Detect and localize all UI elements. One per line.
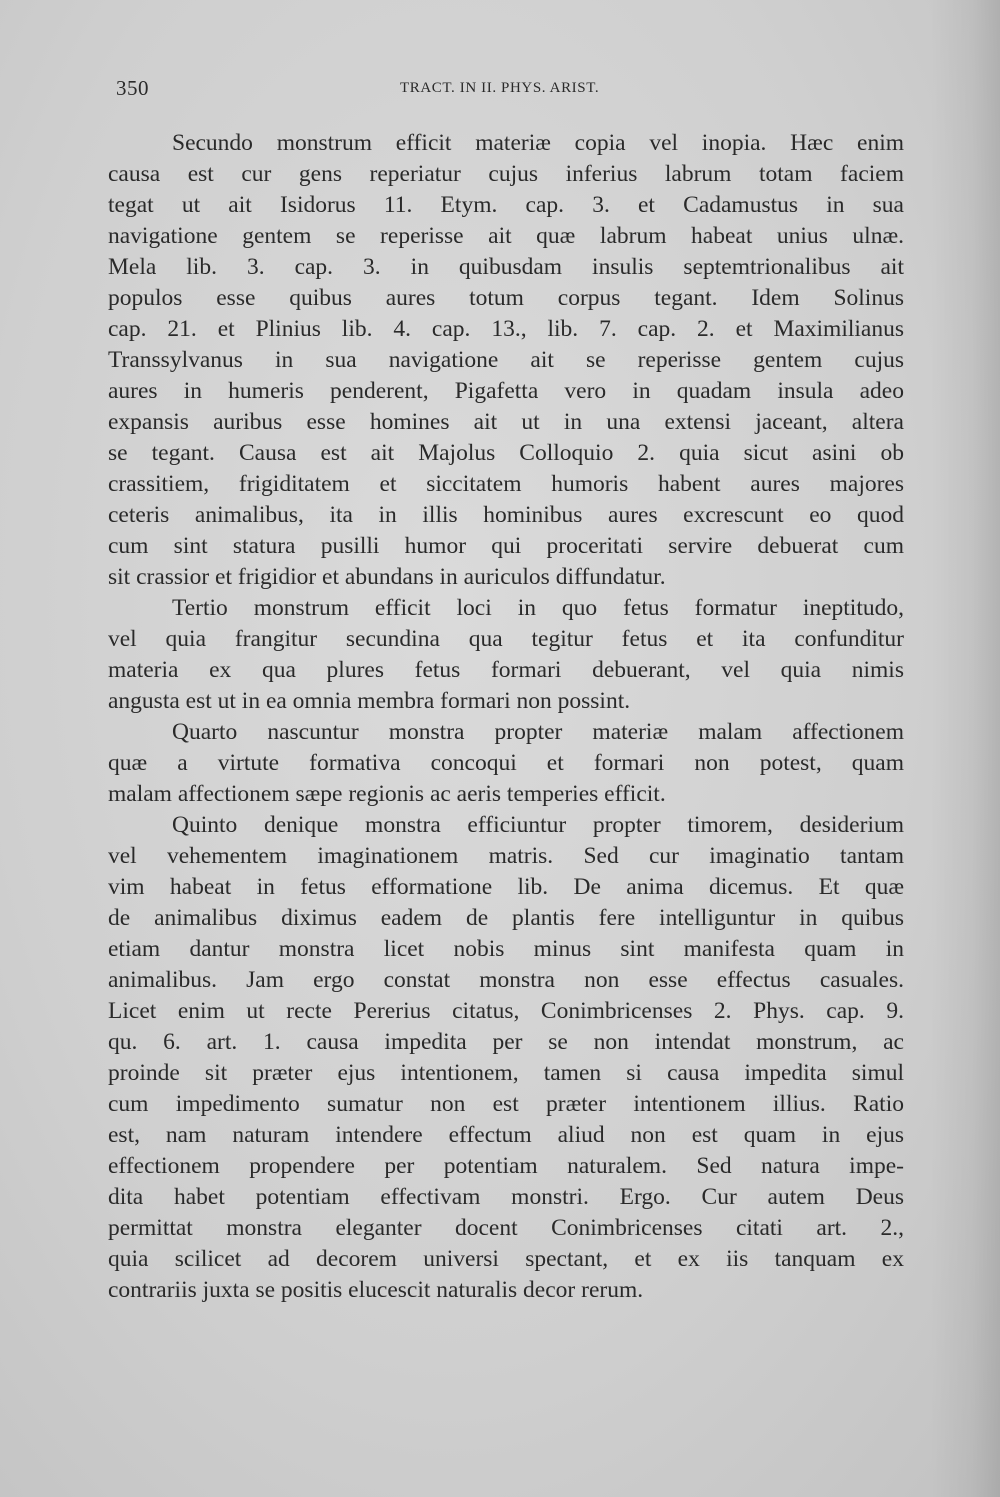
text-line: qu. 6. art. 1. causa impedita per se non intendat monstrum, ac xyxy=(108,1029,904,1055)
running-head: TRACT. IN II. PHYS. ARIST. xyxy=(400,80,600,96)
page-header xyxy=(116,76,896,106)
text-line: de animalibus diximus eadem de plantis fere intelliguntur in quibus xyxy=(108,905,904,931)
text-line: Licet enim ut recte Pererius citatus, Conimbricenses 2. Phys. cap. 9. xyxy=(108,998,904,1024)
text-line: aures in humeris penderent, Pigafetta vero in quadam insula adeo xyxy=(108,378,904,404)
page-number: 350 xyxy=(116,76,149,100)
text-line: animalibus. Jam ergo constat monstra non esse effectus casuales. xyxy=(108,967,904,993)
text-line: cum sint statura pusilli humor qui proceritati servire debuerat cum xyxy=(108,533,904,559)
text-line: dita habet potentiam effectivam monstri. Ergo. Cur autem Deus xyxy=(108,1184,904,1210)
text-line: cum impedimento sumatur non est præter intentionem illius. Ratio xyxy=(108,1091,904,1117)
body-text xyxy=(108,128,904,1306)
text-line: Quinto denique monstra efficiuntur propter timorem, desiderium xyxy=(172,812,904,838)
text-line: malam affectionem sæpe regionis ac aeris temperies efficit. xyxy=(108,781,666,807)
text-line: effectionem propendere per potentiam naturalem. Sed natura impe- xyxy=(108,1153,904,1179)
text-line: sit crassior et frigidior et abundans in auriculos diffundatur. xyxy=(108,564,666,590)
text-line: angusta est ut in ea omnia membra formari non possint. xyxy=(108,688,631,714)
text-line: ceteris animalibus, ita in illis hominibus aures excrescunt eo quod xyxy=(108,502,904,528)
text-line: proinde sit præter ejus intentionem, tamen si causa impedita simul xyxy=(108,1060,904,1086)
text-line: vel quia frangitur secundina qua tegitur fetus et ita confunditur xyxy=(108,626,904,652)
text-line: crassitiem, frigiditatem et siccitatem humoris habent aures majores xyxy=(108,471,904,497)
text-line: navigatione gentem se reperisse ait quæ labrum habeat unius ulnæ. xyxy=(108,223,904,249)
text-line: Tertio monstrum efficit loci in quo fetus formatur ineptitudo, xyxy=(172,595,904,621)
text-line: se tegant. Causa est ait Majolus Colloquio 2. quia sicut asini ob xyxy=(108,440,904,466)
text-line: permittat monstra eleganter docent Conimbricenses citati art. 2., xyxy=(108,1215,904,1241)
text-line: causa est cur gens reperiatur cujus inferius labrum totam faciem xyxy=(108,161,904,187)
text-line: etiam dantur monstra licet nobis minus sint manifesta quam in xyxy=(108,936,904,962)
text-line: materia ex qua plures fetus formari debuerant, vel quia nimis xyxy=(108,657,904,683)
text-line: populos esse quibus aures totum corpus tegant. Idem Solinus xyxy=(108,285,904,311)
text-line: vim habeat in fetus efformatione lib. De anima dicemus. Et quæ xyxy=(108,874,904,900)
spine-shadow xyxy=(930,0,1000,1497)
text-line: tegat ut ait Isidorus 11. Etym. cap. 3. et Cadamustus in sua xyxy=(108,192,904,218)
text-line: vel vehementem imaginationem matris. Sed cur imaginatio tantam xyxy=(108,843,904,869)
text-line: Quarto nascuntur monstra propter materiæ malam affectionem xyxy=(172,719,904,745)
text-line: Transsylvanus in sua navigatione ait se reperisse gentem cujus xyxy=(108,347,904,373)
text-line: quæ a virtute formativa concoqui et formari non potest, quam xyxy=(108,750,904,776)
text-line: Mela lib. 3. cap. 3. in quibusdam insulis septemtrionalibus ait xyxy=(108,254,904,280)
text-line: Secundo monstrum efficit materiæ copia vel inopia. Hæc enim xyxy=(172,130,904,156)
text-line: est, nam naturam intendere effectum aliud non est quam in ejus xyxy=(108,1122,904,1148)
text-line: quia scilicet ad decorem universi spectant, et ex iis tanquam ex xyxy=(108,1246,904,1272)
text-line: contrariis juxta se positis elucescit naturalis decor rerum. xyxy=(108,1277,644,1303)
text-line: expansis auribus esse homines ait ut in una extensi jaceant, altera xyxy=(108,409,904,435)
text-line: cap. 21. et Plinius lib. 4. cap. 13., lib. 7. cap. 2. et Maximilianus xyxy=(108,316,904,342)
